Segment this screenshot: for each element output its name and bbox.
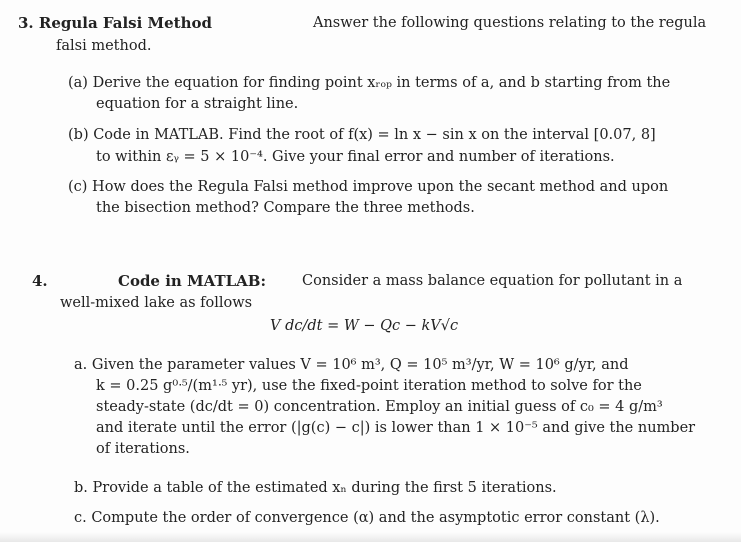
q4-part-a-line5: of iterations.: [96, 441, 190, 457]
page-bottom-edge: [0, 532, 741, 542]
q4-part-a-line2: k = 0.25 g⁰ᐧ⁵/(m¹ᐧ⁵ yr), use the fixed-point iteration method to solve for the: [96, 378, 642, 394]
q4-part-b-line1: b. Provide a table of the estimated xₙ during the first 5 iterations.: [74, 480, 557, 496]
q3-part-a-line1: (a) Derive the equation for finding point xᵣₒₚ in terms of a, and b starting from the: [68, 75, 671, 91]
q3-part-b-line2: to within εᵧ = 5 × 10⁻⁴. Give your final error and number of iterations.: [96, 149, 615, 165]
q3-part-c-line2: the bisection method? Compare the three methods.: [96, 200, 475, 216]
q4-part-c-line1: c. Compute the order of convergence (α) and the asymptotic error constant (λ).: [74, 510, 660, 526]
q3-part-b-line1: (b) Code in MATLAB. Find the root of f(x) = ln x − sin x on the interval [0.07, 8]: [68, 127, 656, 143]
q4-heading: Code in MATLAB:: [118, 272, 267, 290]
mass-balance-equation: V dc/dt = W − Qc − kV√c: [270, 318, 459, 334]
q4-part-a-line1: a. Given the parameter values V = 10⁶ m³, Q = 10⁵ m³/yr, W = 10⁶ g/yr, and: [74, 357, 629, 373]
q3-part-a-line2: equation for a straight line.: [96, 96, 299, 112]
q4-part-a-line3: steady-state (dc/dt = 0) concentration. Employ an initial guess of c₀ = 4 g/m³: [96, 399, 663, 415]
q4-intro: Consider a mass balance equation for pollutant in a: [302, 273, 683, 289]
q3-intro: Answer the following questions relating to the regula: [313, 15, 707, 31]
q4-number: 4.: [32, 272, 48, 290]
q3-part-c-line1: (c) How does the Regula Falsi method improve upon the secant method and upon: [68, 179, 669, 195]
q3-intro-cont: falsi method.: [56, 38, 152, 54]
q4-part-a-line4: and iterate until the error (|g(c) − c|) is lower than 1 × 10⁻⁵ and give the number: [96, 420, 696, 436]
q4-intro-cont: well-mixed lake as follows: [60, 295, 253, 311]
q3-heading: 3. Regula Falsi Method: [18, 14, 213, 32]
